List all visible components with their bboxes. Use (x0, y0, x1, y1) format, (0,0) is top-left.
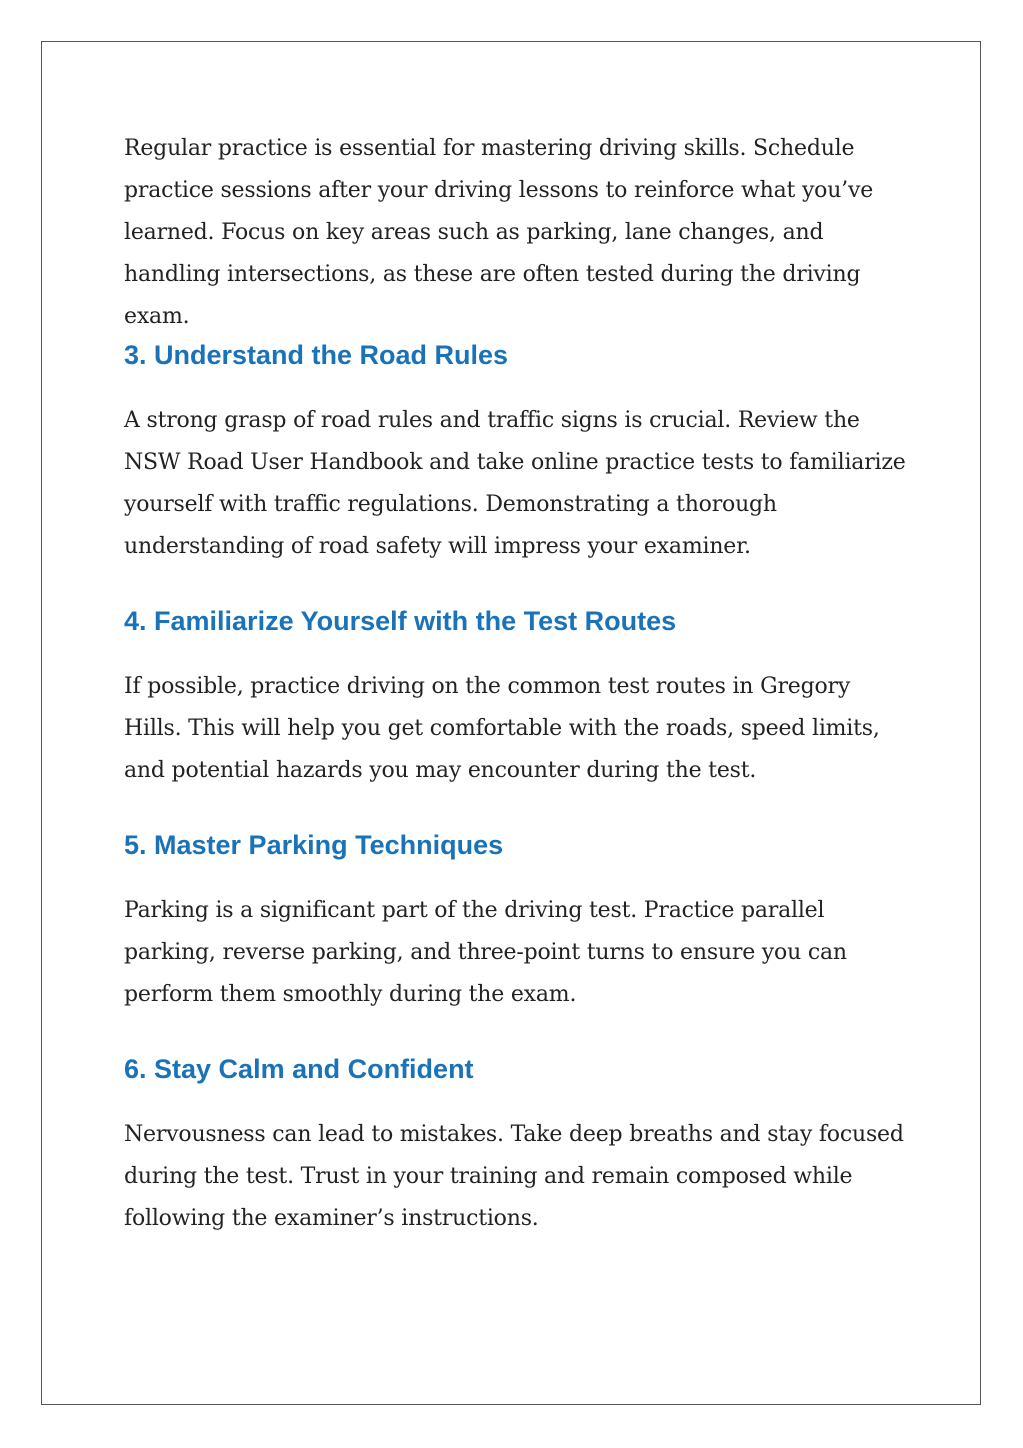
section-heading: 6. Stay Calm and Confident (124, 1054, 474, 1084)
section-test-routes (124, 604, 914, 792)
section-paragraph: If possible, practice driving on the common test routes in Gregory Hills. This will help you get comfortable with the roads, speed limits, and potential hazards you may encounter during the test. (124, 674, 880, 783)
intro-paragraph: Regular practice is essential for mastering driving skills. Schedule practice sessions after your driving lessons to reinforce what you’ve learned. Focus on key areas such as parking, lane changes, and handling intersections, as these are often tested during the driving exam. (124, 136, 874, 329)
section-road-rules (124, 338, 914, 568)
document-content (124, 128, 914, 1276)
section-paragraph: A strong grasp of road rules and traffic signs is crucial. Review the NSW Road User Handbook and take online practice tests to familiarize yourself with traffic regulations. Demonstrating a thorough understanding of road safety will impress your examiner. (124, 408, 906, 559)
section-heading: 5. Master Parking Techniques (124, 830, 504, 860)
section-paragraph: Parking is a significant part of the driving test. Practice parallel parking, reverse parking, and three-point turns to ensure you can perform them smoothly during the exam. (124, 898, 847, 1007)
section-parking (124, 828, 914, 1016)
section-paragraph: Nervousness can lead to mistakes. Take deep breaths and stay focused during the test. Trust in your training and remain composed while following the examiner’s instructions. (124, 1122, 904, 1231)
section-heading: 3. Understand the Road Rules (124, 340, 509, 370)
section-stay-calm (124, 1052, 914, 1240)
section-heading: 4. Familiarize Yourself with the Test Routes (124, 606, 677, 636)
